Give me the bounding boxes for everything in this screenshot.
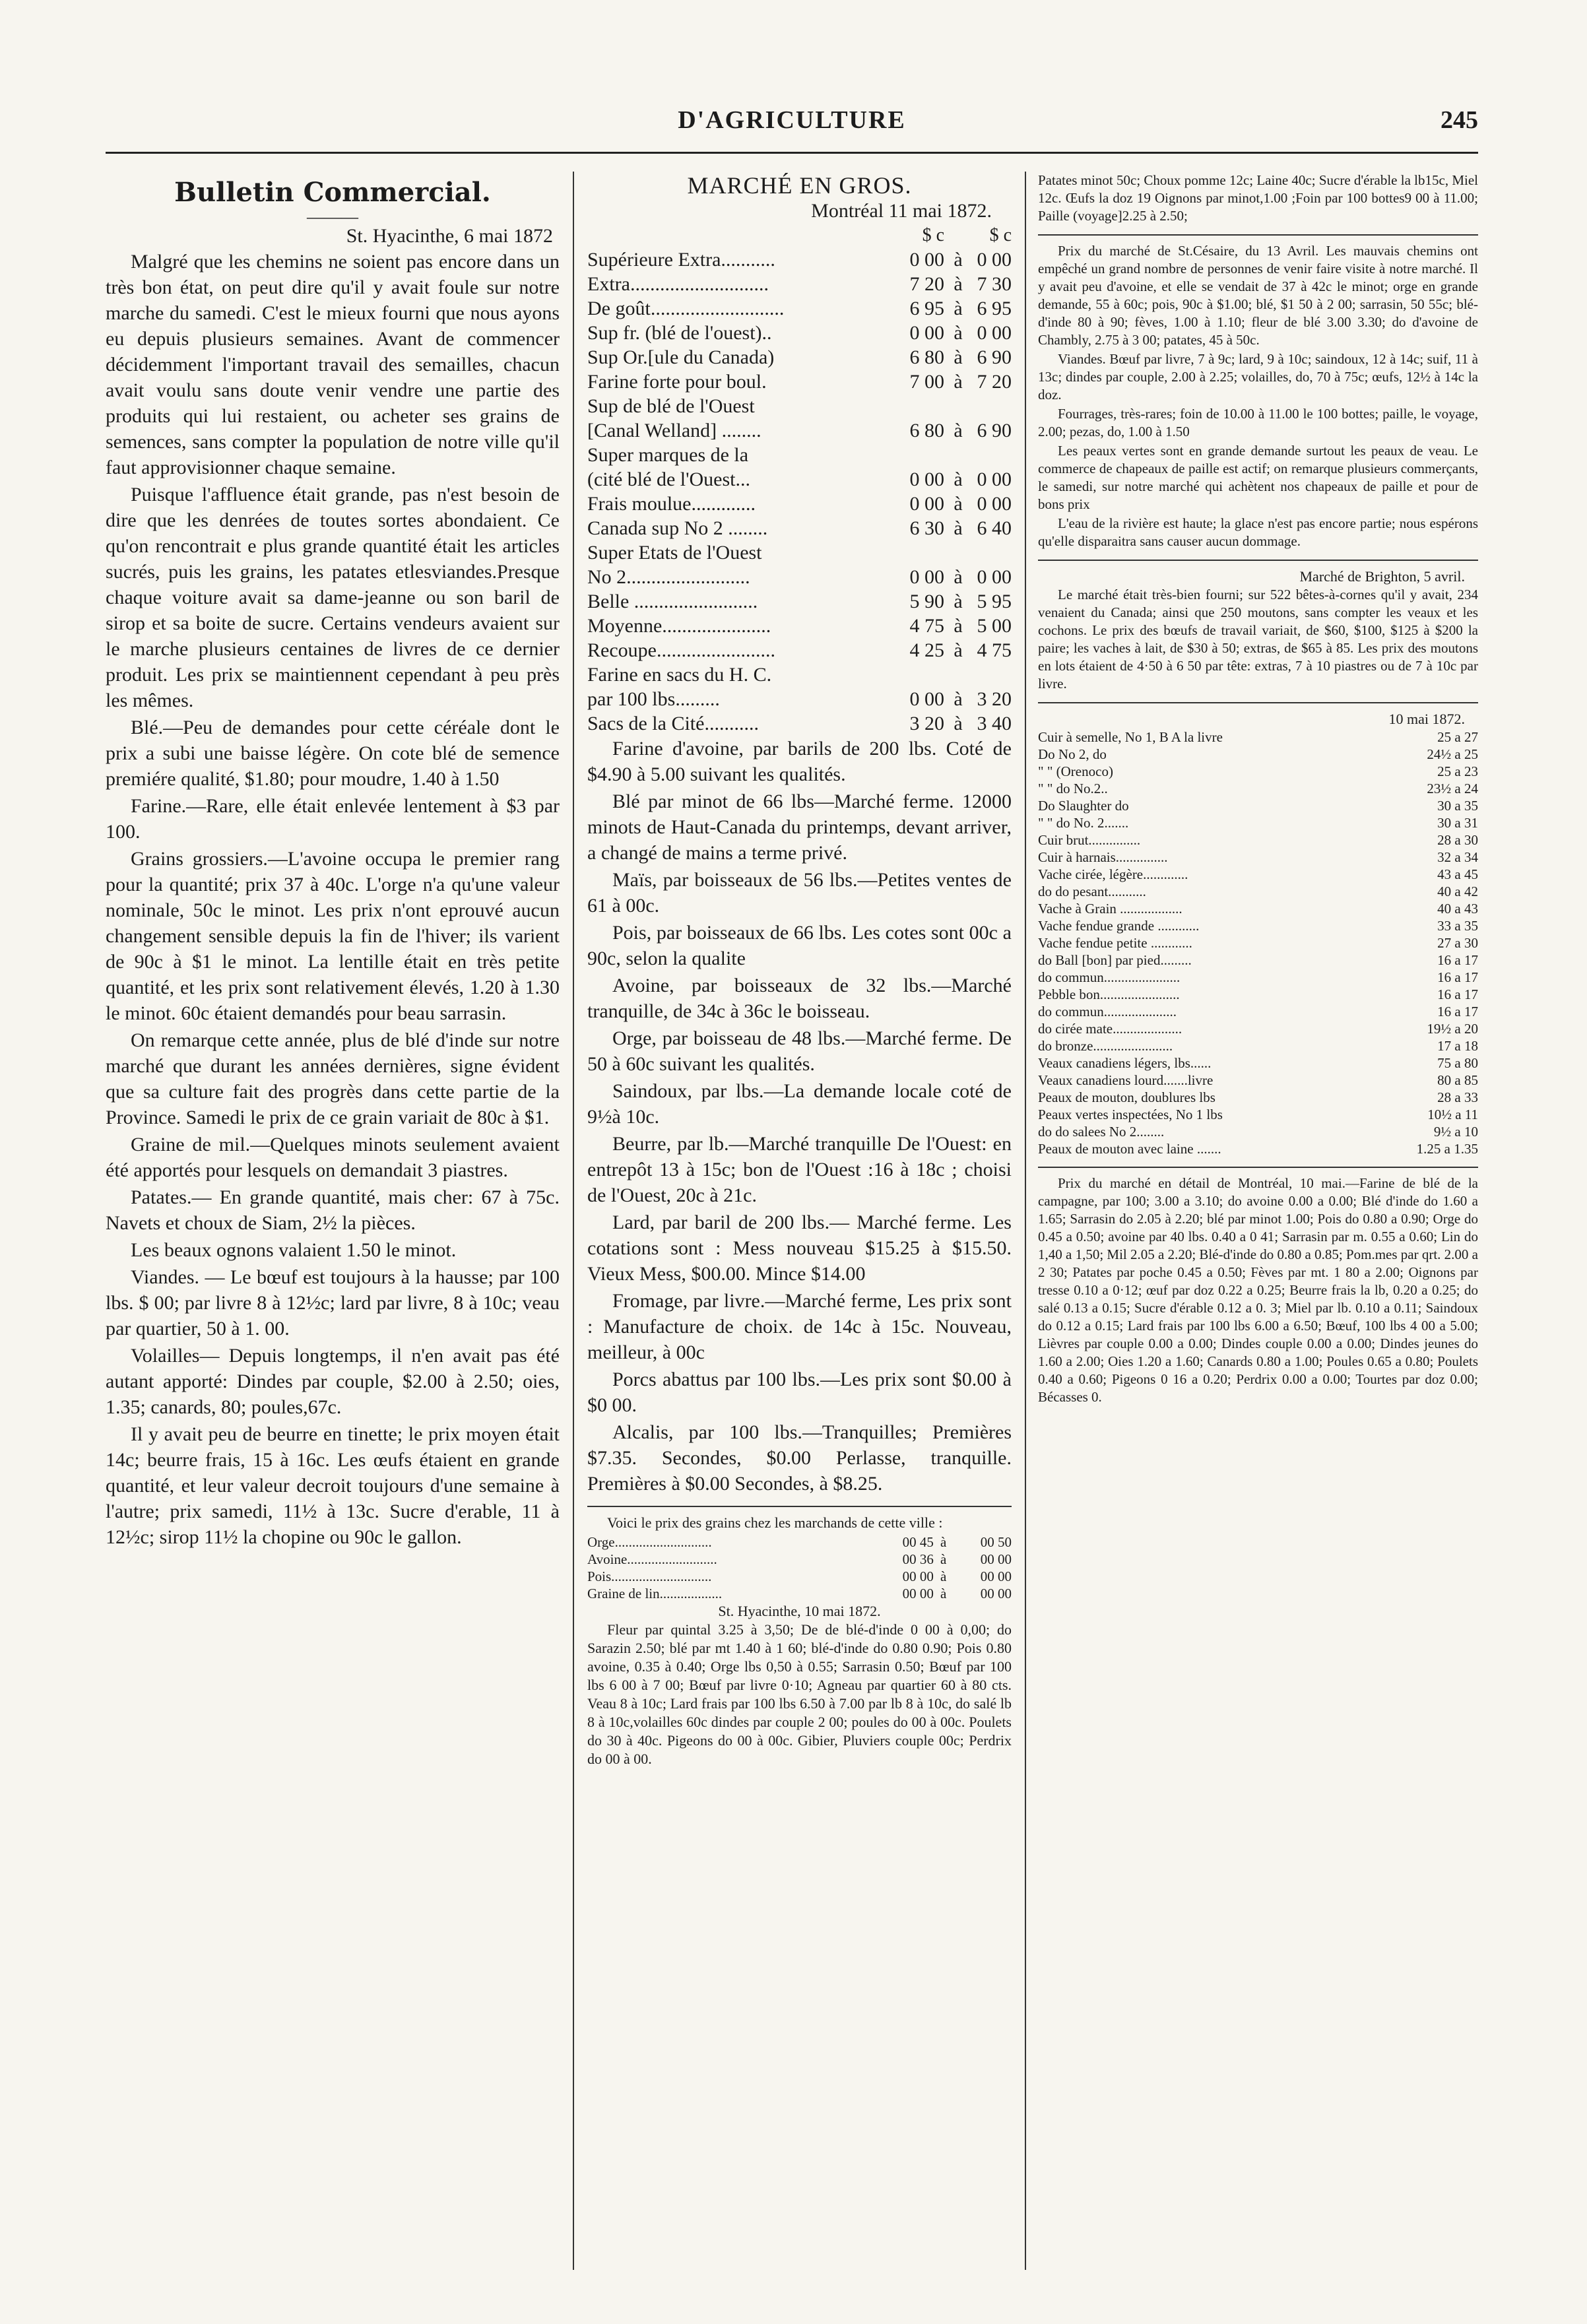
price-row: [587, 516, 1012, 540]
price-row: [587, 418, 1012, 443]
price-label: par 100 lbs.........: [587, 688, 720, 710]
price-label: Supérieure Extra...........: [587, 249, 775, 271]
leather-label: " " do No. 2.......: [1038, 815, 1129, 831]
grain-low: 00 00: [902, 1568, 934, 1584]
price-label: Frais moulue.............: [587, 493, 756, 515]
price-row: [587, 711, 1012, 736]
price-low: 6 95: [909, 298, 944, 319]
marche-paragraph: Lard, par baril de 200 lbs.— Marché ferme. Les cotations sont : Mess nouveau $15.25 à $15.50. Vieux Mess, $00.00. Mince $14.00: [587, 1211, 1012, 1285]
leather-row: [1038, 1037, 1478, 1054]
leather-label: Pebble bon.......................: [1038, 986, 1180, 1002]
price-high: 6 90: [977, 420, 1012, 441]
grain-high: 00 50: [980, 1534, 1012, 1550]
price-low: 0 00: [909, 249, 944, 271]
price-header-high: $ c: [989, 225, 1012, 245]
price-sep: [944, 662, 972, 687]
leather-row: [1038, 1020, 1478, 1037]
price-row: [587, 638, 1012, 662]
divider: [587, 1506, 1012, 1507]
divider: [1038, 234, 1478, 236]
price-sep: à: [954, 517, 963, 539]
leather-label: " " do No.2..: [1038, 781, 1108, 796]
bulletin-paragraph: Farine.—Rare, elle était enlevée lentement à $3 par 100.: [106, 795, 560, 843]
leather-row: [1038, 1106, 1478, 1123]
divider: [1038, 560, 1478, 561]
bulletin-paragraph: Patates.— En grande quantité, mais cher: 67 à 75c. Navets et choux de Siam, 2½ la pièces.: [106, 1186, 560, 1234]
leather-price: 33 a 35: [1437, 918, 1478, 934]
bulletin-paragraph: Malgré que les chemins ne soient pas encore dans un très bon état, on peut dire qu'il y avait foule sur notre marche du samedi. C'est le mieux fourni que nous ayons eu depuis plusieurs semaines. Avant de commencer décidemment l'important travail des semailles, chacun avait voulu sans doute venir vendre une partie des produits qui lui restaient, ou acheter ses grains de semences, sans compter la population de notre ville qu'il faut approvisionner chaque semaine.: [106, 251, 560, 478]
eau-report: L'eau de la rivière est haute; la glace n'est pas encore partie; nous espérons qu'elle disparaitra sans causer aucun dommage.: [1038, 515, 1478, 549]
price-row: [587, 370, 1012, 394]
marche-paragraph: Alcalis, par 100 lbs.—Tranquilles; Premières $7.35. Secondes, $0.00 Perlasse, tranquille. Premières à $0.00 Secondes, à $8.25.: [587, 1421, 1012, 1495]
leather-row: [1038, 952, 1478, 969]
price-low: [905, 394, 944, 418]
leather-row: [1038, 814, 1478, 831]
price-row: [587, 565, 1012, 589]
price-label: Canada sup No 2 ........: [587, 517, 768, 539]
leather-label: Cuir à semelle, No 1, B A la livre: [1038, 729, 1223, 745]
price-row: [587, 589, 1012, 614]
price-sep: à: [954, 273, 963, 295]
grain-row: [587, 1551, 1012, 1568]
price-low: 6 80: [909, 420, 944, 441]
leather-label: do commun.....................: [1038, 1004, 1177, 1019]
leather-price-table: [1038, 728, 1478, 1157]
bulletin-paragraph: Il y avait peu de beurre en tinette; le prix moyen était 14c; beurre frais, 15 à 16c. Les œufs étaient en grande quantité, et leur valeur decroit toujours d'une semaine à l'autre; prix samedi, 11½ à 13c. Sucre d'erable, 11 à 12½c; sirop 11½ la chopine ou 90c le gallon.: [106, 1423, 560, 1548]
price-label: Sup fr. (blé de l'ouest)..: [587, 322, 772, 344]
bulletin-paragraph: Volailles— Depuis longtemps, il n'en avait pas été autant apporté: Dindes par couple, $2.00 à 2.50; oies, 1.35; canards, 80; poules,67c.: [106, 1345, 560, 1418]
leather-price: 1.25 a 1.35: [1416, 1141, 1478, 1157]
grain-label: Pois.............................: [587, 1568, 712, 1584]
leather-row: [1038, 1072, 1478, 1089]
price-sep: à: [954, 249, 963, 271]
leather-price: 30 a 31: [1437, 815, 1478, 831]
grain-high: 00 00: [980, 1586, 1012, 1601]
price-high: 3 20: [977, 688, 1012, 710]
leather-label: Vache cirée, légère.............: [1038, 866, 1188, 882]
price-high: 0 00: [977, 566, 1012, 588]
price-row: [587, 345, 1012, 370]
grain-sep: à: [940, 1568, 947, 1584]
leather-price: 28 a 30: [1437, 832, 1478, 848]
leather-row: [1038, 969, 1478, 986]
montreal-detail-prices: Prix du marché en détail de Montréal, 10 mai.—Farine de blé de la campagne, par 100; 3.00 a 3.10; do avoine 0.00 a 0.00; Blé d'inde do 1.60 a 1.65; Sarrasin do 2.05 à 2.20; blé par minot 1.00; Pois do 0.80 a 0.90; Orge do 0.45 a 0.50; avoine par 40 lbs. 0.40 a 0 41; Sarrasin par m. 0.55 a 0.60; Lin do 1,40 a 1,50; Mil 2.05 a 2.20; Blé-d'inde do 0.80 a 0.85; Pom.mes par qrt. 2.00 a 2 30; Patates par poche 0.45 a 0.50; Fèves par mt. 1 80 a 2.00; Oignons par tresse 0.10 a 0·12; œuf par doz 0.22 a 0.25; Beurre frais la lb, 0.20 a 0.25; do salé 0.13 a 0.15; Sucre d'érable 0.12 a 0. 3; Miel par lb. 0.10 a 0.11; Saindoux do 0.12 a 0.15; Lard frais par 100 lbs 6.00 a 6.50; Bœuf, 100 lbs 4 00 a 5.00; Lièvres par couple 0.00 a 0.00; Dindes couple 0.00 a 0.00; Dindes jeunes do 1.60 a 2.00; Oies 1.20 a 1.60; Canards 0.80 a 1.00; Poules 0.65 a 0.80; Poulets 0.40 a 0.60; Pigeons 0 16 a 0.20; Perdrix 0.00 a 0.00; Tourtes par doz 0.00; Bécasses 0.: [1038, 1175, 1478, 1405]
price-sep: à: [954, 346, 963, 368]
brighton-heading: Marché de Brighton, 5 avril.: [1299, 568, 1465, 585]
price-sep: à: [954, 298, 963, 319]
marche-paragraph: Orge, par boisseau de 48 lbs.—Marché ferme. De 50 à 60c suivant les qualités.: [587, 1027, 1012, 1075]
marche-paragraph: Pois, par boisseaux de 66 lbs. Les cotes sont 00c a 90c, selon la qualite: [587, 922, 1012, 969]
price-label: [Canal Welland] ........: [587, 420, 761, 441]
leather-row: [1038, 763, 1478, 780]
price-high: 7 30: [977, 273, 1012, 295]
peaux-report: Les peaux vertes sont en grande demande surtout les peaux de veau. Le commerce de chapeaux de paille est actif; on remarque plusieurs commerçants, le samedi, sur notre marché qui achètent nos chapeaux de paille et pour de bons prix: [1038, 443, 1478, 512]
price-high: [972, 394, 1012, 418]
price-low: 5 90: [909, 591, 944, 612]
leather-price: 43 a 45: [1437, 866, 1478, 882]
cesaire-report: Prix du marché de St.Césaire, du 13 Avril. Les mauvais chemins ont empêché un grand nombre de personnes de venir faire visite à notre marché. Il y avait peu d'avoine, et elle se vendait de 37 à 42c le minot; orge en grande demande, 55 à 60c; pois, 90c à $1.00; blé, $1 50 à 2 00; sarrasin, 50 55c; blé-d'inde 80 à 90; fèves, 1.00 à 1.10; fleur de blé 3.00 3.30; do d'avoine de Chambly, 2.75 à 3 00; patates, 45 à 50c.: [1038, 243, 1478, 348]
leather-price: 16 a 17: [1437, 1004, 1478, 1019]
price-sep: à: [954, 615, 963, 637]
price-label: (cité blé de l'Ouest...: [587, 468, 750, 490]
price-sep: à: [954, 322, 963, 344]
bulletin-dateline: St. Hyacinthe, 6 mai 1872: [346, 225, 553, 247]
bulletin-paragraph: Viandes. — Le bœuf est toujours à la hausse; par 100 lbs. $ 00; par livre 8 à 12½c; lard par livre, 8 à 10c; veau par quartier, 50 à 1. 00.: [106, 1266, 560, 1340]
grain-intro: Voici le prix des grains chez les marchands de cette ville :: [607, 1514, 943, 1531]
price-low: 0 00: [909, 468, 944, 490]
price-sep: [944, 394, 972, 418]
leather-price: 16 a 17: [1437, 969, 1478, 985]
leather-row: [1038, 797, 1478, 814]
grain-label: Orge............................: [587, 1534, 712, 1550]
marche-paragraphs: [587, 736, 1012, 1497]
leather-label: Peaux vertes inspectées, No 1 lbs: [1038, 1107, 1223, 1122]
leather-row: [1038, 780, 1478, 797]
grain-low: 00 45: [902, 1534, 934, 1550]
price-sep: à: [954, 713, 963, 734]
price-label: Super marques de la: [587, 444, 749, 466]
price-low: [905, 540, 944, 565]
marche-paragraph: Saindoux, par lbs.—La demande locale coté de 9½à 10c.: [587, 1080, 1012, 1128]
price-sep: [944, 443, 972, 467]
leather-price: 30 a 35: [1437, 798, 1478, 814]
price-row: [587, 296, 1012, 321]
leather-date: 10 mai 1872.: [1388, 711, 1465, 727]
leather-price: 25 a 27: [1437, 729, 1478, 745]
leather-label: do commun......................: [1038, 969, 1181, 985]
leather-label: do do salees No 2........: [1038, 1124, 1165, 1140]
leather-price: 9½ a 10: [1433, 1124, 1478, 1140]
leather-price: 16 a 17: [1437, 986, 1478, 1002]
leather-label: Peaux de mouton, doublures lbs: [1038, 1089, 1215, 1105]
leather-label: Vache fendue grande ............: [1038, 918, 1200, 934]
marche-paragraph: Farine d'avoine, par barils de 200 lbs. Coté de $4.90 à 5.00 suivant les qualités.: [587, 738, 1012, 785]
bulletin-paragraph: On remarque cette année, plus de blé d'inde sur notre marché que durant les années dernières, signe évident que sa culture fait des progrès dans cette partie de la Province. Samedi le prix de ce grain variait de 80c à $1.: [106, 1029, 560, 1128]
running-head: [106, 99, 1478, 154]
price-high: 0 00: [977, 468, 1012, 490]
leather-row: [1038, 728, 1478, 746]
price-low: [905, 443, 944, 467]
flour-price-table: [587, 223, 1012, 736]
viandes-report: Viandes. Bœuf par livre, 7 à 9c; lard, 9 à 10c; saindoux, 12 à 14c; suif, 11 à 13c; dindes par couple, 2.00 à 2.25; volailles, do, 70 à 75c; œufs, 12½ à 14c la doz.: [1038, 351, 1478, 403]
price-label: Extra............................: [587, 273, 769, 295]
price-header-row: [587, 223, 1012, 247]
price-low: 4 75: [909, 615, 944, 637]
leather-row: [1038, 1003, 1478, 1020]
bulletin-paragraphs: [106, 249, 560, 1550]
price-label: Sup de blé de l'Ouest: [587, 395, 755, 417]
price-row: [587, 467, 1012, 492]
price-high: 3 40: [977, 713, 1012, 734]
price-header-low: $ c: [922, 225, 944, 245]
price-sep: à: [954, 639, 963, 661]
marche-paragraph: Avoine, par boisseaux de 32 lbs.—Marché tranquille, de 34c à 36c le boisseau.: [587, 975, 1012, 1022]
grain-sep: à: [940, 1551, 947, 1567]
price-label: Farine en sacs du H. C.: [587, 664, 772, 686]
price-sep: à: [954, 566, 963, 588]
price-low: [905, 662, 944, 687]
marche-heading: MARCHÉ EN GROS.: [687, 172, 912, 199]
price-row: [587, 614, 1012, 638]
price-row: [587, 662, 1012, 687]
page-title: D'AGRICULTURE: [678, 106, 906, 134]
leather-price: 24½ a 25: [1427, 746, 1478, 762]
grain-label: Avoine..........................: [587, 1551, 717, 1567]
leather-row: [1038, 883, 1478, 900]
intro-prices: Patates minot 50c; Choux pomme 12c; Laine 40c; Sucre d'érable la lb15c, Miel 12c. Œufs la doz 19 Oignons par minot,1.00 ;Foin par 100 bottes9 00 à 11.00; Paille (voyage]2.25 à 2.50;: [1038, 172, 1478, 224]
leather-price: 27 a 30: [1437, 935, 1478, 951]
price-high: [972, 540, 1012, 565]
leather-label: do bronze.......................: [1038, 1038, 1173, 1054]
price-row: [587, 443, 1012, 467]
leather-label: " " (Orenoco): [1038, 763, 1113, 779]
leather-price: 32 a 34: [1437, 849, 1478, 865]
leather-row: [1038, 1140, 1478, 1157]
leather-row: [1038, 746, 1478, 763]
price-label: Super Etats de l'Ouest: [587, 542, 762, 564]
grain-row: [587, 1533, 1012, 1551]
price-label: Sup Or.[ule du Canada): [587, 346, 775, 368]
newspaper-page: [106, 99, 1478, 2270]
price-high: 0 00: [977, 493, 1012, 515]
price-low: 4 25: [909, 639, 944, 661]
price-label: No 2.........................: [587, 566, 750, 588]
price-row: [587, 394, 1012, 418]
fourrages-report: Fourrages, très-rares; foin de 10.00 à 11.00 le 100 bottes; paille, le voyage, 2.00; pezas, do, 1.00 à 1.50: [1038, 406, 1478, 439]
price-low: 0 00: [909, 688, 944, 710]
price-low: 0 00: [909, 493, 944, 515]
price-high: 5 95: [977, 591, 1012, 612]
leather-label: Do Slaughter do: [1038, 798, 1129, 814]
marche-dateline: Montréal 11 mai 1872.: [811, 200, 992, 222]
leather-row: [1038, 1123, 1478, 1140]
price-row: [587, 687, 1012, 711]
grain-high: 00 00: [980, 1568, 1012, 1584]
price-high: [972, 443, 1012, 467]
bulletin-separator: ———: [307, 207, 358, 226]
grain-low: 00 36: [902, 1551, 934, 1567]
price-high: 6 90: [977, 346, 1012, 368]
price-label: Moyenne......................: [587, 615, 771, 637]
leather-price: 16 a 17: [1437, 952, 1478, 968]
price-low: 0 00: [909, 566, 944, 588]
grain-sep: à: [940, 1534, 947, 1550]
leather-row: [1038, 1089, 1478, 1106]
price-row: [587, 321, 1012, 345]
leather-label: Do No 2, do: [1038, 746, 1107, 762]
price-sep: à: [954, 688, 963, 710]
leather-label: Veaux canadiens légers, lbs......: [1038, 1055, 1212, 1071]
price-low: 7 20: [909, 273, 944, 295]
price-sep: à: [954, 468, 963, 490]
leather-label: Vache à Grain ..................: [1038, 901, 1182, 917]
leather-row: [1038, 986, 1478, 1003]
price-low: 0 00: [909, 322, 944, 344]
leather-price: 19½ a 20: [1427, 1021, 1478, 1037]
price-high: 5 00: [977, 615, 1012, 637]
price-low: 7 00: [909, 371, 944, 393]
bulletin-paragraph: Les beaux ognons valaient 1.50 le minot.: [131, 1239, 457, 1261]
marche-paragraph: Fromage, par livre.—Marché ferme, Les prix sont : Manufacture de choix. de 14c à 15c. Nouveau, meilleur, à 00c: [587, 1290, 1012, 1363]
closing-prices: Fleur par quintal 3.25 à 3,50; De de blé-d'inde 0 00 à 0,00; do Sarazin 2.50; blé par mt 1.40 à 1 60; blé-d'inde do 0.80 0.90; Pois 0.80 avoine, 0.35 à 0.40; Orge lbs 0,50 à 0.55; Sarrasin 0.50; Bœuf par 100 lbs 6 00 à 7 00; Bœuf par livre 0·10; Agneau par quartier 60 à 80 cts. Veau 8 à 10c; Lard frais par 100 lbs 6.50 à 7.00 par lb 8 à 10c, do salé lb 8 à 10c,volailles 60c dindes par couple 2 00; poules do 00 à 00c. Poulets do 30 à 40c. Pigeons do 00 à 00c. Gibier, Pluviers couple 00c; Perdrix do 00 à 00.: [587, 1621, 1012, 1767]
price-label: Recoupe........................: [587, 639, 775, 661]
price-high: 4 75: [977, 639, 1012, 661]
leather-price: 23½ a 24: [1427, 781, 1478, 796]
price-low: 6 80: [909, 346, 944, 368]
price-row: [587, 272, 1012, 296]
price-low: 3 20: [909, 713, 944, 734]
price-low: 6 30: [909, 517, 944, 539]
leather-row: [1038, 831, 1478, 849]
leather-row: [1038, 934, 1478, 952]
price-high: [972, 662, 1012, 687]
leather-price: 10½ a 11: [1427, 1107, 1478, 1122]
grain-row: [587, 1568, 1012, 1585]
leather-label: Peaux de mouton avec laine .......: [1038, 1141, 1221, 1157]
price-row: [587, 492, 1012, 516]
leather-label: do cirée mate....................: [1038, 1021, 1182, 1037]
leather-label: Cuir à harnais...............: [1038, 849, 1168, 865]
leather-label: Veaux canadiens lourd.......livre: [1038, 1072, 1214, 1088]
grain-price-table: [587, 1533, 1012, 1602]
price-label: De goût...........................: [587, 298, 785, 319]
bulletin-paragraph: Puisque l'affluence était grande, pas n'est besoin de dire que les denrées de toutes sortes abondaient. Ce qu'on rencontrait e plus grande quantité était les articles sucrés, puis les grains, les patates etlesviandes.Presque chaque voiture avait sa dame-jeanne ou son baril de sirop et sa boite de sucre. Certains vendeurs avaient sur le marche plusieurs centaines de livres de ce dernier produit. Les prix se maintiennent cependant à peu près les mêmes.: [106, 484, 560, 711]
marche-paragraph: Porcs abattus par 100 lbs.—Les prix sont $0.00 à $0 00.: [587, 1369, 1012, 1416]
leather-row: [1038, 900, 1478, 917]
leather-row: [1038, 866, 1478, 883]
price-high: 0 00: [977, 322, 1012, 344]
column-bulletin: [106, 172, 574, 2270]
price-sep: [944, 540, 972, 565]
price-high: 7 20: [977, 371, 1012, 393]
grain-sep: à: [940, 1586, 947, 1601]
price-high: 0 00: [977, 249, 1012, 271]
marche-paragraph: Maïs, par boisseaux de 56 lbs.—Petites ventes de 61 à 00c.: [587, 869, 1012, 917]
bulletin-paragraph: Grains grossiers.—L'avoine occupa le premier rang pour la quantité; prix 37 à 40c. L'orge n'a qu'une valeur nominale, 50c le minot. Les prix n'ont eprouvé aucun changement sensible depuis la fin de l'hiver; ils varient de 90c à $1 le minot. La lentille était en très petite quantité, et les prix sont relativement élevés, 1.20 à 1.30 le minot. 60c étaient demandés pour beau sarrasin.: [106, 848, 560, 1024]
leather-price: 80 a 85: [1437, 1072, 1478, 1088]
price-sep: à: [954, 420, 963, 441]
brighton-report: Le marché était très-bien fourni; sur 522 bêtes-à-cornes qu'il y avait, 234 venaient du Canada; ainsi que 250 moutons, sans compter les veaux et les cochons. Le prix des bœufs de travail variait, de $60, $100, $125 à $200 la paire; les vaches à lait, de $30 à 50; extras, de $65 à 85. Les prix des moutons en lots étaient de 4·50 à 6 50 par tête: extras, 7 à 10 piastres ou de 7 à 10c par livre.: [1038, 587, 1478, 692]
column-marche-en-gros: [574, 172, 1026, 2270]
divider: [1038, 702, 1478, 703]
columns: [106, 172, 1478, 2270]
marche-paragraph: Beurre, par lb.—Marché tranquille De l'Ouest: en entrepôt 13 à 15c; bon de l'Ouest :16 à 18c ; choisi de l'Ouest, 20c à 21c.: [587, 1133, 1012, 1206]
price-label: Belle .........................: [587, 591, 758, 612]
leather-price: 40 a 42: [1437, 884, 1478, 899]
bulletin-paragraph: Blé.—Peu de demandes pour cette céréale dont le prix a subi une baisse légère. On cote blé de semence premiére qualité, $1.80; pour moudre, 1.40 à 1.50: [106, 717, 560, 790]
leather-price: 25 a 23: [1437, 763, 1478, 779]
leather-row: [1038, 849, 1478, 866]
grain-low: 00 00: [902, 1586, 934, 1601]
leather-price: 75 a 80: [1437, 1055, 1478, 1071]
leather-row: [1038, 917, 1478, 934]
price-sep: à: [954, 493, 963, 515]
leather-price: 40 a 43: [1437, 901, 1478, 917]
leather-label: Cuir brut...............: [1038, 832, 1141, 848]
leather-price: 17 a 18: [1437, 1038, 1478, 1054]
leather-label: do do pesant...........: [1038, 884, 1146, 899]
page-number: 245: [1441, 106, 1478, 134]
price-label: Farine forte pour boul.: [587, 371, 767, 393]
price-row: [587, 247, 1012, 272]
leather-price: 28 a 33: [1437, 1089, 1478, 1105]
grain-label: Graine de lin..................: [587, 1586, 723, 1601]
leather-label: Vache fendue petite ............: [1038, 935, 1192, 951]
price-high: 6 95: [977, 298, 1012, 319]
price-sep: à: [954, 371, 963, 393]
grain-row: [587, 1585, 1012, 1602]
price-sep: à: [954, 591, 963, 612]
price-row: [587, 540, 1012, 565]
column-markets: [1026, 172, 1478, 2270]
divider: [1038, 1167, 1478, 1168]
grain-dateline: St. Hyacinthe, 10 mai 1872.: [718, 1603, 881, 1619]
leather-label: do Ball [bon] par pied.........: [1038, 952, 1192, 968]
grain-high: 00 00: [980, 1551, 1012, 1567]
price-label: Sacs de la Cité...........: [587, 713, 759, 734]
marche-paragraph: Blé par minot de 66 lbs—Marché ferme. 12000 minots de Haut-Canada du printemps, devant arriver, a changé de mains a terme privé.: [587, 791, 1012, 864]
bulletin-heading: Bulletin Commercial.: [174, 177, 491, 208]
leather-row: [1038, 1054, 1478, 1072]
bulletin-paragraph: Graine de mil.—Quelques minots seulement avaient été apportés pour lesquels on demandait 3 piastres.: [106, 1134, 560, 1181]
price-high: 6 40: [977, 517, 1012, 539]
